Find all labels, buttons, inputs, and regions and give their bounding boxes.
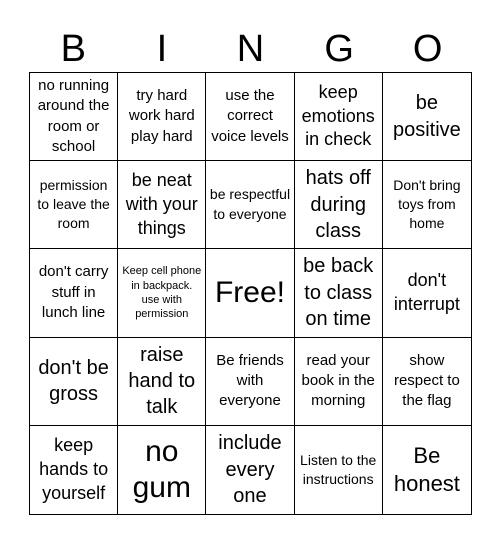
- header-letter-i: I: [156, 28, 168, 70]
- cell-text: no gum: [132, 434, 191, 504]
- cell-text: no running around the room or school: [37, 76, 110, 155]
- bingo-cell[interactable]: [383, 426, 471, 514]
- cell-text: be back to class on time: [303, 255, 374, 331]
- bingo-cell[interactable]: [30, 161, 118, 249]
- bingo-cell[interactable]: [30, 73, 118, 161]
- bingo-cell[interactable]: [30, 338, 118, 426]
- bingo-cell[interactable]: [118, 161, 206, 249]
- free-space-cell[interactable]: [206, 249, 294, 337]
- header-letter-n: N: [236, 28, 265, 70]
- bingo-cell[interactable]: [206, 338, 294, 426]
- bingo-header: [29, 26, 472, 72]
- bingo-cell[interactable]: [295, 73, 383, 161]
- bingo-cell[interactable]: [383, 249, 471, 337]
- bingo-cell[interactable]: [295, 426, 383, 514]
- cell-text: don't be gross: [38, 356, 109, 406]
- bingo-cell[interactable]: [206, 426, 294, 514]
- cell-text: permission to leave the room: [37, 176, 110, 232]
- bingo-grid: [29, 72, 472, 515]
- cell-text: Keep cell phone in backpack. use with permission: [122, 265, 202, 321]
- cell-text: include every one: [218, 432, 282, 508]
- bingo-cell[interactable]: [295, 249, 383, 337]
- cell-text: keep hands to yourself: [39, 435, 109, 503]
- header-letter-g: G: [324, 28, 354, 70]
- bingo-cell[interactable]: [383, 338, 471, 426]
- bingo-cell[interactable]: [118, 249, 206, 337]
- bingo-cell[interactable]: [206, 161, 294, 249]
- cell-text: Be honest: [393, 443, 460, 496]
- cell-text: read your book in the morning: [301, 351, 375, 410]
- cell-text: be respectful to everyone: [209, 186, 291, 222]
- cell-text: use the correct voice levels: [211, 87, 289, 145]
- cell-text: don't carry stuff in lunch line: [38, 263, 109, 322]
- cell-text: be positive: [392, 92, 461, 141]
- bingo-cell[interactable]: [383, 73, 471, 161]
- cell-text: Listen to the instructions: [300, 451, 377, 487]
- cell-text: be neat with your things: [125, 170, 198, 238]
- cell-text: show respect to the flag: [393, 351, 460, 410]
- header-letter-b: B: [60, 28, 86, 70]
- bingo-cell[interactable]: [30, 426, 118, 514]
- cell-text: don't interrupt: [393, 270, 460, 314]
- cell-text: keep emotions in check: [301, 81, 375, 150]
- bingo-cell[interactable]: [295, 338, 383, 426]
- bingo-cell[interactable]: [118, 338, 206, 426]
- cell-text: try hard work hard play hard: [128, 87, 195, 145]
- bingo-cell[interactable]: [118, 426, 206, 514]
- free-space-text: Free!: [214, 275, 285, 309]
- header-letter-o: O: [412, 28, 443, 70]
- cell-text: Don't bring toys from home: [393, 176, 461, 232]
- bingo-cell[interactable]: [295, 161, 383, 249]
- bingo-cell[interactable]: [206, 73, 294, 161]
- cell-text: hats off during class: [305, 167, 371, 242]
- bingo-cell[interactable]: [30, 249, 118, 337]
- cell-text: Be friends with everyone: [216, 351, 284, 410]
- bingo-cell[interactable]: [383, 161, 471, 249]
- bingo-cell[interactable]: [118, 73, 206, 161]
- cell-text: raise hand to talk: [128, 343, 196, 419]
